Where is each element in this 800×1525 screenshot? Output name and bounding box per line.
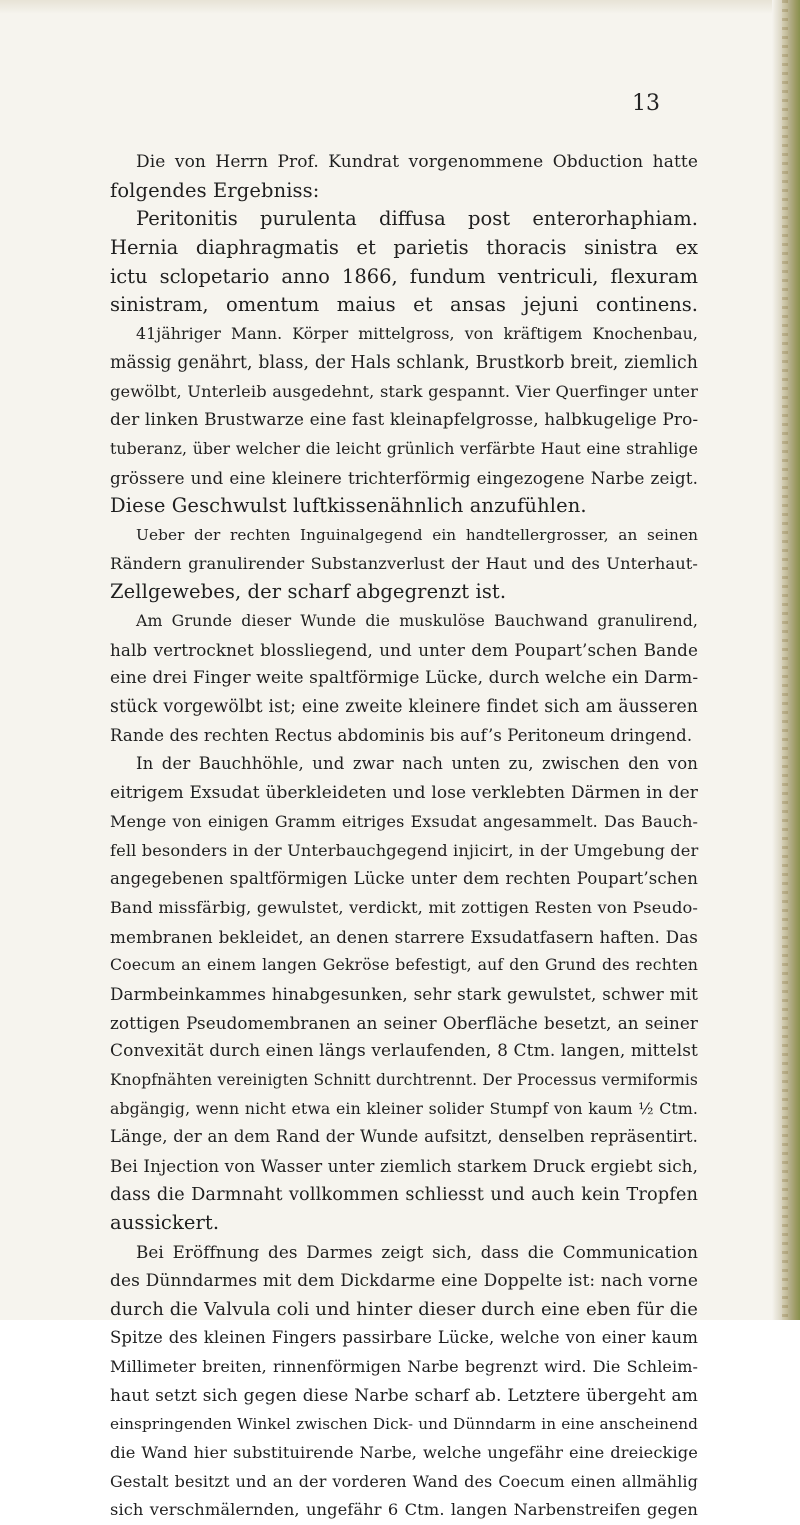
- text-line: Menge von einigen Gramm eitriges Exsudat angesammelt. Das Bauch-: [110, 811, 698, 831]
- text-line: stück vorgewölbt ist; eine zweite kleinere findet sich am äusseren: [110, 697, 698, 718]
- text-line: membranen bekleidet, an denen starrere Exsudatfasern haften. Das: [110, 926, 698, 947]
- text-line: Rande des rechten Rectus abdominis bis auf’s Peritoneum dringend.: [110, 725, 693, 745]
- text-line: die Wand hier substituirende Narbe, welche ungefähr eine dreieckige: [110, 1442, 698, 1462]
- text-line: Zellgewebes, der scharf abgegrenzt ist.: [110, 580, 507, 604]
- page-top-edge: [0, 0, 800, 14]
- text-line: abgängig, wenn nicht etwa ein kleiner solider Stumpf von kaum ½ Ctm.: [110, 1098, 698, 1118]
- page-right-edge: [772, 0, 800, 1320]
- text-line: sich verschmälernden, ungefähr 6 Ctm. langen Narbenstreifen gegen: [110, 1500, 698, 1520]
- text-line-diagnosis: ictu sclopetario anno 1866, fundum ventriculi, flexuram: [110, 264, 698, 288]
- text-line: eitrigem Exsudat überkleideten und lose verklebten Därmen in der: [110, 783, 698, 804]
- text-line: fell besonders in der Unterbauchgegend injicirt, in der Umgebung der: [110, 840, 699, 860]
- text-line: Bei Eröffnung des Darmes zeigt sich, dass die Communication: [136, 1242, 698, 1263]
- body-text: [110, 148, 698, 1525]
- text-line: einspringenden Winkel zwischen Dick- und Dünndarm in eine anscheinend: [110, 1415, 698, 1434]
- text-line-diagnosis: Peritonitis purulenta diffusa post enterorhaphiam.: [136, 207, 698, 231]
- text-line: der linken Brustwarze eine fast kleinapfelgrosse, halbkugelige Pro-: [110, 410, 699, 431]
- text-line: gewölbt, Unterleib ausgedehnt, stark gespannt. Vier Querfinger unter: [110, 381, 698, 401]
- text-line: Coecum an einem langen Gekröse befestigt, auf den Grund des rechten: [110, 955, 698, 975]
- text-line: eine drei Finger weite spaltförmige Lücke, durch welche ein Darm-: [110, 668, 699, 689]
- text-line: Gestalt besitzt und an der vorderen Wand des Coecum einen allmählig: [110, 1471, 698, 1491]
- text-line: mässig genährt, blass, der Hals schlank, Brustkorb breit, ziemlich: [110, 352, 698, 373]
- text-line: Länge, der an dem Rand der Wunde aufsitzt, denselben repräsentirt.: [110, 1127, 698, 1147]
- text-line: 41jähriger Mann. Körper mittelgross, von kräftigem Knochenbau,: [136, 324, 698, 344]
- text-line: Band missfärbig, gewulstet, verdickt, mit zottigen Resten von Pseudo-: [110, 897, 698, 917]
- text-line: angegebenen spaltförmigen Lücke unter dem rechten Poupart’schen: [110, 869, 698, 889]
- text-line: In der Bauchhöhle, und zwar nach unten zu, zwischen den von: [136, 754, 698, 774]
- text-line: Darmbeinkammes hinabgesunken, sehr stark gewulstet, schwer mit: [110, 983, 698, 1004]
- text-line: halb vertrocknet blossliegend, und unter dem Poupart’schen Bande: [110, 639, 698, 660]
- text-line: folgendes Ergebniss:: [110, 178, 320, 202]
- text-line: des Dünndarmes mit dem Dickdarme eine Doppelte ist: nach vorne: [110, 1270, 698, 1291]
- text-line: Bei Injection von Wasser unter ziemlich starkem Druck ergiebt sich,: [110, 1156, 698, 1177]
- text-line: Diese Geschwulst luftkissenähnlich anzufühlen.: [110, 494, 587, 518]
- text-line: Knopfnähten vereinigten Schnitt durchtrennt. Der Processus vermiformis: [110, 1071, 698, 1089]
- text-line: zottigen Pseudomembranen an seiner Oberfläche besetzt, an seiner: [110, 1012, 698, 1033]
- text-line: tuberanz, über welcher die leicht grünlich verfärbte Haut eine strahlige: [110, 438, 698, 458]
- text-line: aussickert.: [110, 1211, 220, 1235]
- text-line: Ueber der rechten Inguinalgegend ein handtellergrosser, an seinen: [136, 525, 698, 544]
- text-line-diagnosis: Hernia diaphragmatis et parietis thoracis sinistra ex: [110, 236, 698, 260]
- text-line: grössere und eine kleinere trichterförmig eingezogene Narbe zeigt.: [110, 467, 698, 488]
- text-line: Am Grunde dieser Wunde die muskulöse Bauchwand granulirend,: [136, 611, 698, 630]
- text-line: haut setzt sich gegen diese Narbe scharf ab. Letztere übergeht am: [110, 1385, 698, 1406]
- text-line: dass die Darmnaht vollkommen schliesst und auch kein Tropfen: [110, 1184, 698, 1205]
- page-number: 13: [632, 91, 660, 116]
- text-line: Spitze des kleinen Fingers passirbare Lücke, welche von einer kaum: [110, 1328, 698, 1348]
- text-line: Rändern granulirender Substanzverlust der Haut und des Unterhaut-: [110, 553, 698, 573]
- text-line: Millimeter breiten, rinnenförmigen Narbe begrenzt wird. Die Schleim-: [110, 1356, 698, 1376]
- text-line: durch die Valvula coli und hinter dieser durch eine eben für die: [110, 1298, 698, 1320]
- text-line: Die von Herrn Prof. Kundrat vorgenommene Obduction hatte: [136, 152, 698, 172]
- text-line-diagnosis: sinistram, omentum maius et ansas jejuni continens.: [110, 293, 698, 317]
- text-line: Convexität durch einen längs verlaufenden, 8 Ctm. langen, mittelst: [110, 1041, 698, 1062]
